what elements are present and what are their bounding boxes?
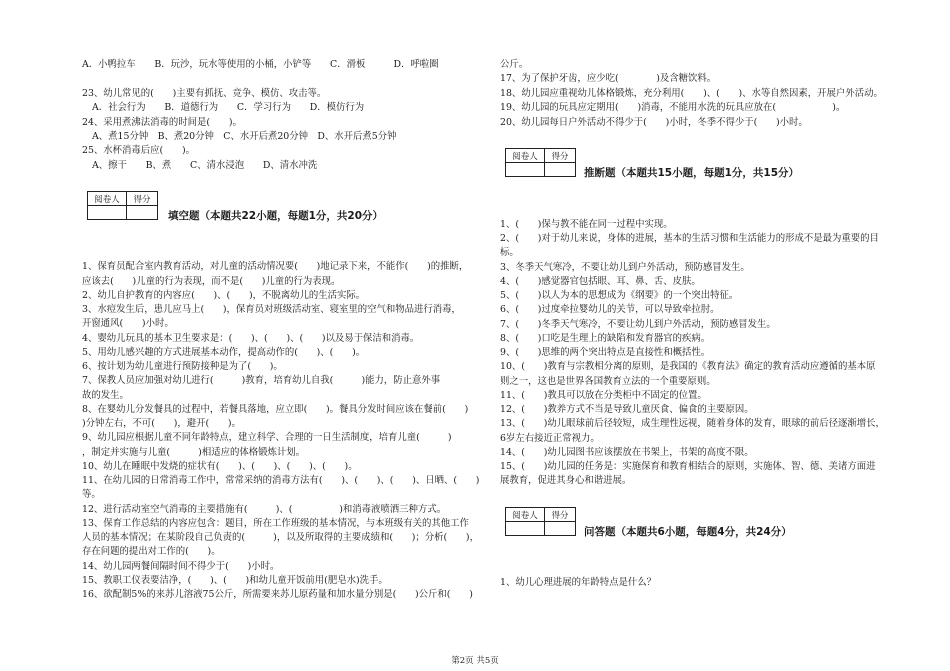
fill-line: 16、欲配制5%的来苏儿溶液75公斤，所需要来苏儿原药量和加水量分别是( )公斤和( ): [82, 589, 473, 600]
score-table: [505, 507, 576, 536]
fill-line: 人员的基本情况；在某阶段自己负责的( )，以及所取得的主要成绩和( )；分析( )，: [82, 532, 479, 543]
fill-line: ，制定并实施与儿童( )相适应的体格锻炼计划。: [82, 447, 305, 458]
fill-line: 8、在婴幼儿分发餐具的过程中，若餐具落地，应立即( )。餐具分发时间应该在餐前( ): [82, 404, 469, 415]
score-label: 得分: [545, 149, 576, 163]
reviewer-cell: [506, 163, 545, 177]
judge-line: 14、( )幼儿园图书应该摆放在书架上，书架的高度不限。: [500, 447, 754, 458]
option-line: A．社会行为 B．道德行为 C．学习行为 D．模仿行为: [92, 102, 365, 113]
fill-line: 18、幼儿园应重视幼儿体格锻炼，充分利用( )、( )、水等自然因素，开展户外活动。: [500, 88, 883, 99]
fill-line: 2、幼儿自护教育的内容应( )、( )，不脱离幼儿的生活实际。: [82, 290, 366, 301]
reviewer-label: 阅卷人: [506, 149, 545, 163]
option-line: A、擦干 B、煮 C、清水浸泡 D、清水冲洗: [92, 160, 318, 171]
judge-line: 9、( )思维的两个突出特点是直接性和概括性。: [500, 347, 711, 358]
judge-line: 8、( )口吃是生理上的缺陷和发育器官的疾病。: [500, 333, 711, 344]
fill-line: 6、按计划为幼儿童进行预防接种是为了( )。: [82, 361, 283, 372]
fill-line: 公斤。: [500, 59, 529, 70]
reviewer-cell: [88, 206, 127, 220]
fill-line: 9、幼儿园应根据儿童不同年龄特点，建立科学、合理的一日生活制度，培育儿童( ): [82, 432, 452, 443]
judge-line: 5、( )以人为本的思想成为《纲要》的一个突出特征。: [500, 290, 739, 301]
fill-line: 故的发生。: [82, 390, 129, 401]
fill-line: 等。: [82, 489, 101, 500]
fill-line: 开窗通风( )小时。: [82, 318, 174, 329]
fill-line: 5、用幼儿感兴趣的方式进展基本动作，提高动作的( )、( )。: [82, 347, 366, 358]
judge-line: 7、( )冬季天气寒冷，不要让幼儿到户外活动，预防感冒发生。: [500, 319, 776, 330]
score-cell: [545, 163, 576, 177]
judge-line: 6岁左右接近正常视力。: [500, 433, 600, 444]
qa-line: 1、幼儿心理进展的年龄特点是什么？: [500, 577, 656, 588]
section-title-judge: 推断题（本题共15小题，每题1分，共15分）: [584, 167, 800, 179]
fill-line: 存在问题的提出对工作的( )。: [82, 546, 221, 557]
option-line: A．小鸭拉车 B．玩沙，玩水等使用的小桶，小铲等 C．滑板 D．呼啦圈: [82, 59, 439, 70]
judge-line: 6、( )过度牵拉婴幼儿的关节，可以导致牵拉肘。: [500, 304, 720, 315]
judge-line: 1、( )保与教不能在同一过程中实现。: [500, 219, 673, 230]
fill-line: 10、幼儿在睡眠中发烧的症状有( )、( )、( )、( )。: [82, 461, 358, 472]
judge-line: 2、( )对于幼儿来说，身体的进展，基本的生活习惯和生活能力的形成不是最为重要的目: [500, 233, 879, 244]
page-footer: 第2页 共5页: [451, 656, 499, 666]
question-line: 25、水杯消毒后应( )。: [82, 145, 195, 156]
score-table: [87, 191, 158, 220]
section-title-fill-blank: 填空题（本题共22小题，每题1分，共20分）: [168, 210, 384, 222]
fill-line: 11、在幼儿园的日常消毒工作中，常常采纳的消毒方法有( )、( )、( )、日晒、( ): [82, 475, 480, 486]
reviewer-label: 阅卷人: [88, 192, 127, 206]
judge-line: 10、( )教育与宗教相分离的原则，是我国的《教育法》确定的教育活动应遵循的基本原: [500, 361, 876, 372]
judge-line: 4、( )感觉器官包括眼、耳、鼻、舌、皮肤。: [500, 276, 701, 287]
judge-line: 3、冬季天气寒冷，不要让幼儿到户外活动，预防感冒发生。: [500, 262, 750, 273]
fill-line: 20、幼儿园每日户外活动不得少于( )小时，冬季不得少于( )小时。: [500, 117, 808, 128]
fill-line: )分钟左右，不可( )，避开( )。: [82, 418, 241, 429]
judge-line: 12、( )教养方式不当是导致儿童厌食、偏食的主要原因。: [500, 404, 754, 415]
fill-line: 1、保育员配合室内教育活动，对儿童的活动情况要( )地记录下来，不能作( )的推断，: [82, 261, 469, 272]
fill-line: 应该去( )儿童的行为表现，而不是( )儿童的行为表现。: [82, 276, 341, 287]
fill-line: 14、幼儿园两餐间隔时间不得少于( )小时。: [82, 561, 280, 572]
fill-line: 15、教职工仪表要洁净，( )、( )和幼儿童开饭前用(肥皂水)洗手。: [82, 575, 388, 586]
judge-line: 则之一，这也是世界各国教育立法的一个重要原则。: [500, 376, 716, 387]
section-title-qa: 问答题（本题共6小题，每题4分，共24分）: [584, 526, 792, 538]
fill-line: 7、保教人员应加强对幼儿进行( )教育，培育幼儿自我( )能力，防止意外事: [82, 375, 441, 386]
fill-line: 19、幼儿园的玩具应定期用( )消毒，不能用水洗的玩具应放在( )。: [500, 102, 846, 113]
score-cell: [127, 206, 158, 220]
fill-line: 12、进行活动室空气消毒的主要措施有( )、( )和消毒液喷洒三种方式。: [82, 504, 447, 515]
judge-line: 13、( )幼儿眼球前后径较短，成生理性远视，随着身体的发育，眼球的前后径逐渐增长，: [500, 418, 885, 429]
score-label: 得分: [127, 192, 158, 206]
fill-line: 4、婴幼儿玩具的基本卫生要求是：( )、( )、( )以及易于保洁和消毒。: [82, 333, 420, 344]
reviewer-cell: [506, 522, 545, 536]
reviewer-label: 阅卷人: [506, 508, 545, 522]
judge-line: 11、( )教具可以放在分类柜中不固定的位置。: [500, 390, 707, 401]
score-cell: [545, 522, 576, 536]
fill-line: 17、为了保护牙齿，应少吃( )及含糖饮料。: [500, 73, 717, 84]
score-label: 得分: [545, 508, 576, 522]
judge-line: 标。: [500, 247, 519, 258]
question-line: 23、幼儿常见的( )主要有抓抚、竞争、模仿、攻击等。: [82, 88, 327, 99]
fill-line: 3、水痘发生后，患儿应马上( )，保育员对班级活动室、寝室里的空气和物品进行消毒，: [82, 304, 461, 315]
option-line: A、煮15分钟 B、煮20分钟 C、水开后煮20分钟 D、水开后煮5分钟: [92, 131, 397, 142]
judge-line: 展教育，促进其身心和谐进展。: [500, 475, 632, 486]
judge-line: 15、( )幼儿园的任务是：实施保育和教育相结合的原则，实施体、智、德、美诸方面进: [500, 461, 876, 472]
score-table: [505, 148, 576, 177]
fill-line: 13、保育工作总结的内容应包含：题目，所在工作班级的基本情况，与本班级有关的其他工作: [82, 518, 469, 529]
question-line: 24、采用煮沸法消毒的时间是( )。: [82, 117, 242, 128]
